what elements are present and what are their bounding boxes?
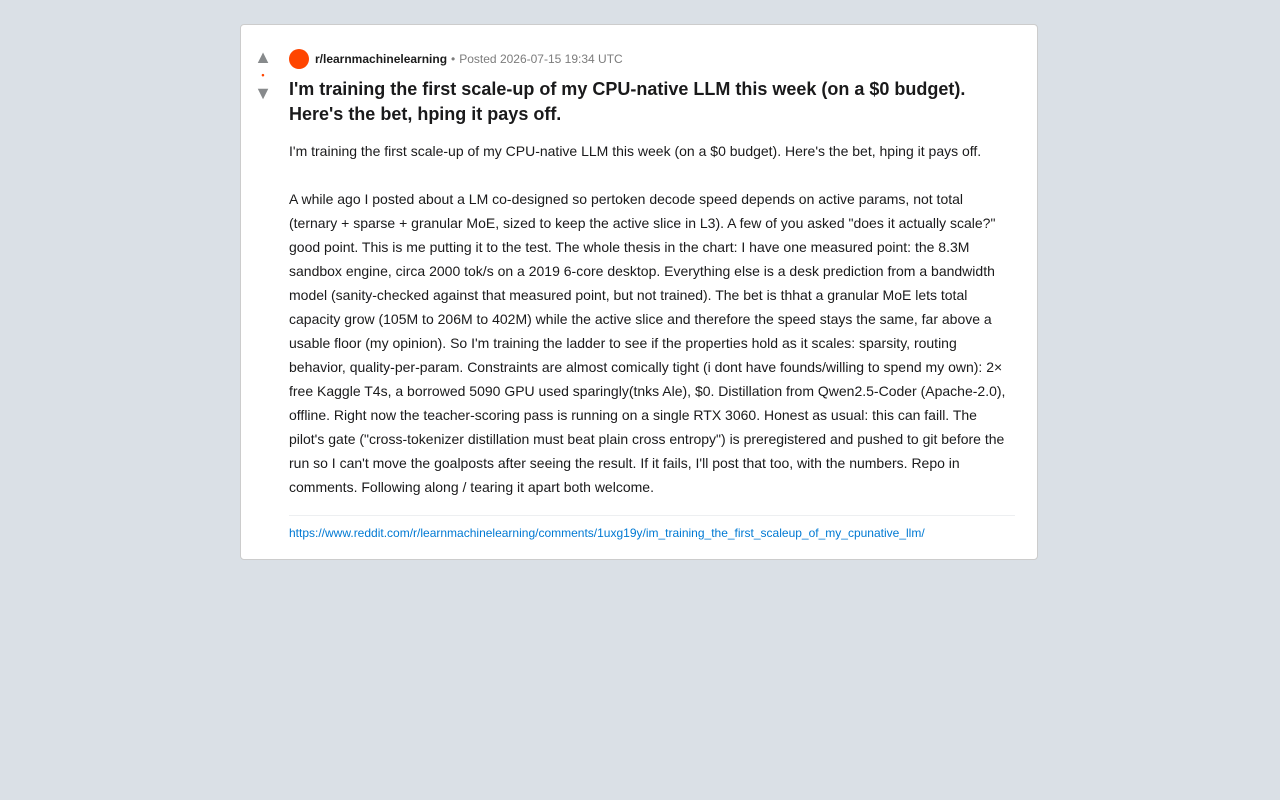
post-body-paragraph: A while ago I posted about a LM co-designed so pertoken decode speed depends on active params, not total (ternary + sparse + granular MoE, sized to keep the active slice in L3). A few of you asked "does it actually scale?" good point. This is me putting it to the test. The whole thesis in the chart: I have one measured point: the 8.3M sandbox engine, circa 2000 tok/s on a 2019 6-core desktop. Everything else is a desk prediction from a bandwidth model (sanity-checked against that measured point, but not trained). The bet is thhat a granular MoE lets total capacity grow (105M to 206M to 402M) while the active slice and therefore the speed stays the same, far above a usable floor (my opinion). So I'm training the ladder to see if the properties hold as it scales: sparsity, routing behavior, quality-per-param. Constraints are almost comically tight (i dont have founds/willing to spend my own): 2× free Kaggle T4s, a borrowed 5090 GPU used sparingly(tnks Ale), $0. Distillation from Qwen2.5-Coder (Apache-2.0), offline. Right now the teacher-scoring pass is running on a single RTX 3060. Honest as usual: this can faill. The pilot's gate ("cross-tokenizer distillation must beat plain cross entropy") is preregistered and pushed to git before the run so I can't move the goalposts after seeing the result. If it fails, I'll post that too, with the numbers. Repo in comments. Following along / tearing it apart both welcome. <box>289 191 1006 495</box>
post-title[interactable]: I'm training the first scale-up of my CPU-native LLM this week (on a $0 budget). Here's the bet, hping it pays off. <box>289 79 966 124</box>
post-link-row <box>289 515 1015 542</box>
post-body-paragraph: I'm training the first scale-up of my CPU-native LLM this week (on a $0 budget). Here's the bet, hping it pays off. <box>289 143 982 159</box>
vote-score: • <box>261 70 265 80</box>
vote-column <box>241 47 285 103</box>
subreddit-name[interactable]: r/learnmachinelearning <box>315 52 448 66</box>
post-card <box>240 24 1038 560</box>
post-content <box>289 49 1015 542</box>
post-meta <box>289 49 1015 69</box>
post-body <box>289 139 1015 499</box>
meta-separator: • <box>451 52 456 66</box>
posted-timestamp: Posted 2026-07-15 19:34 UTC <box>459 52 623 66</box>
subreddit-avatar-icon[interactable] <box>289 49 309 69</box>
post-permalink[interactable]: https://www.reddit.com/r/learnmachinelearning/comments/1uxg19y/im_training_the_first_scaleup_of_my_cpunative_llm/ <box>289 526 925 540</box>
downvote-arrow-icon[interactable]: ▼ <box>254 83 272 103</box>
upvote-arrow-icon[interactable]: ▲ <box>254 47 272 67</box>
